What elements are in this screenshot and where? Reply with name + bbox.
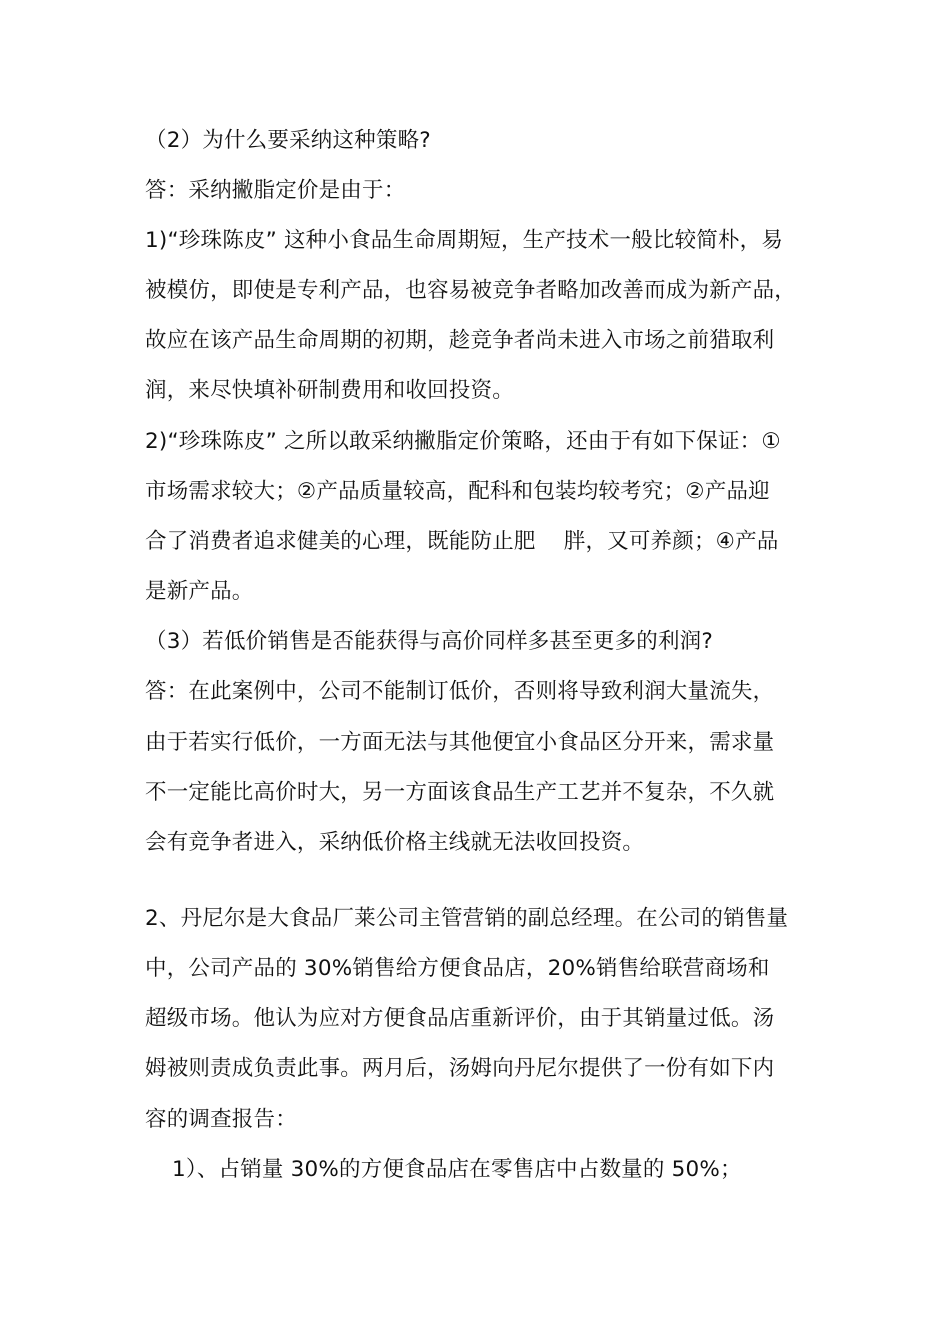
paragraph-line: 2)“珍珠陈皮” 之所以敢采纳撇脂定价策略，还由于有如下保证：① — [145, 429, 781, 454]
paragraph-line: 中，公司产品的 30%销售给方便食品店，20%销售给联营商场和 — [145, 956, 770, 981]
paragraph-line: 容的调查报告： — [145, 1107, 297, 1132]
case-2-heading: 2、丹尼尔是大食品厂莱公司主管营销的副总经理。在公司的销售量 — [145, 906, 789, 931]
paragraph-line: 润，来尽快填补研制费用和收回投资。 — [145, 378, 514, 403]
paragraph-line: 1)“珍珠陈皮” 这种小食品生命周期短，生产技术一般比较简朴，易 — [145, 228, 784, 253]
answer-2-intro: 答：采纳撇脂定价是由于： — [145, 178, 406, 203]
paragraph-line: 会有竞争者进入，采纳低价格主线就无法收回投资。 — [145, 830, 645, 855]
report-item-1: 1）、占销量 30%的方便食品店在零售店中占数量的 50%； — [172, 1157, 742, 1182]
paragraph-line: 被模仿，即使是专利产品，也容易被竞争者略加改善而成为新产品， — [145, 278, 797, 303]
paragraph-line: 合了消费者追求健美的心理，既能防止肥 胖，又可养颜；④产品 — [145, 529, 779, 554]
paragraph-line: 故应在该产品生命周期的初期，趁竞争者尚未进入市场之前猎取利 — [145, 328, 775, 353]
paragraph-line: 是新产品。 — [145, 579, 254, 604]
paragraph-line: 不一定能比高价时大，另一方面该食品生产工艺并不复杂，不久就 — [145, 780, 775, 805]
paragraph-line: 姆被则责成负责此事。两月后，汤姆向丹尼尔提供了一份有如下内 — [145, 1056, 775, 1081]
paragraph-line: 由于若实行低价，一方面无法与其他便宜小食品区分开来，需求量 — [145, 730, 775, 755]
paragraph-line: 超级市场。他认为应对方便食品店重新评价，由于其销量过低。汤 — [145, 1006, 775, 1031]
question-2-heading: （2）为什么要采纳这种策略? — [145, 128, 431, 153]
question-3-heading: （3）若低价销售是否能获得与高价同样多甚至更多的利润? — [145, 629, 713, 654]
answer-3-line: 答：在此案例中，公司不能制订低价，否则将导致利润大量流失， — [145, 679, 775, 704]
paragraph-line: 市场需求较大；②产品质量较高，配科和包装均较考究；②产品迎 — [145, 479, 770, 504]
